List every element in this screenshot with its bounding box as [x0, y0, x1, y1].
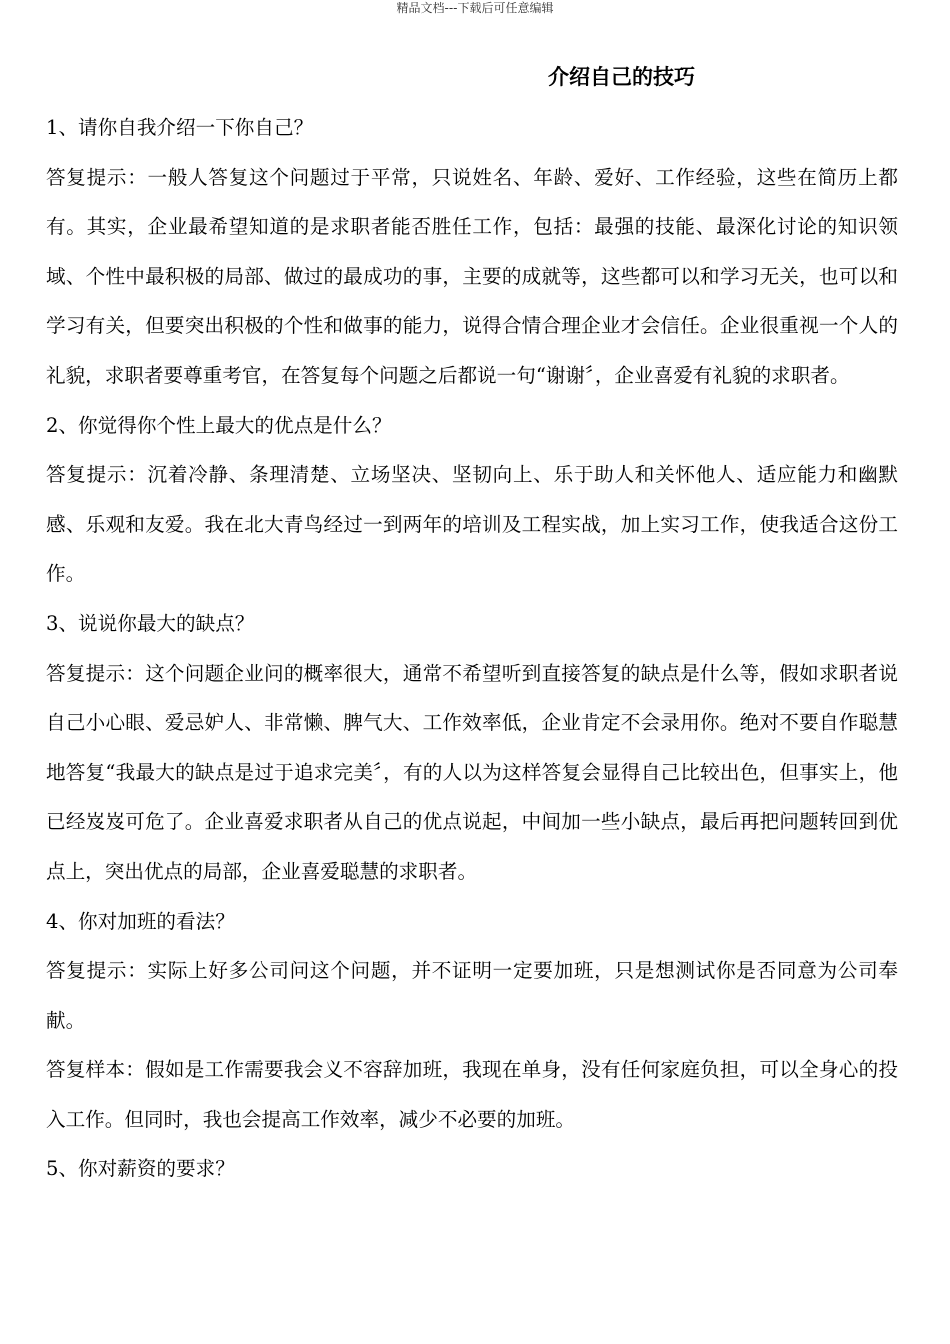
document-body — [46, 103, 898, 1194]
question-2: 2、你觉得你个性上最大的优点是什么？ — [46, 413, 392, 437]
question-5: 5、你对薪资的要求？ — [46, 1157, 235, 1181]
answer-hint-4: 答复提示：实际上好多公司问这个问题，并不证明一定要加班，只是想测试你是否同意为公司奉献。 — [46, 959, 898, 1032]
question-4: 4、你对加班的看法？ — [46, 909, 235, 933]
answer-sample-4: 答复样本：假如是工作需要我会义不容辞加班，我现在单身，没有任何家庭负担，可以全身心的投入工作。但同时，我也会提高工作效率，减少不必要的加班。 — [46, 1058, 898, 1131]
answer-hint-1: 答复提示：一般人答复这个问题过于平常，只说姓名、年龄、爱好、工作经验，这些在简历上都有。其实，企业最希望知道的是求职者能否胜任工作，包括：最强的技能、最深化讨论的知识领域、个性中最积极的局部、做过的最成功的事，主要的成就等，这些都可以和学习无关，也可以和学习有关，但要突出积极的个性和做事的能力，说得合情合理企业才会信任。企业很重视一个人的礼貌，求职者要尊重考官，在答复每个问题之后都说一句“谢谢〞，企业喜爱有礼貌的求职者。 — [46, 165, 898, 387]
answer-hint-3: 答复提示：这个问题企业问的概率很大，通常不希望听到直接答复的缺点是什么等，假如求职者说自己小心眼、爱忌妒人、非常懒、脾气大、工作效率低，企业肯定不会录用你。绝对不要自作聪慧地答复“我最大的缺点是过于追求完美〞，有的人以为这样答复会显得自己比较出色，但事实上，他已经岌岌可危了。企业喜爱求职者从自己的优点说起，中间加一些小缺点，最后再把问题转回到优点上，突出优点的局部，企业喜爱聪慧的求职者。 — [46, 661, 898, 883]
page-header: 精品文档---下载后可任意编辑 — [396, 1, 554, 15]
document-title: 介绍自己的技巧 — [548, 65, 695, 89]
question-3: 3、说说你最大的缺点？ — [46, 611, 255, 635]
answer-hint-2: 答复提示：沉着冷静、条理清楚、立场坚决、坚韧向上、乐于助人和关怀他人、适应能力和幽默感、乐观和友爱。我在北大青鸟经过一到两年的培训及工程实战，加上实习工作，使我适合这份工作。 — [46, 463, 898, 586]
question-1: 1、请你自我介绍一下你自己？ — [46, 116, 314, 139]
